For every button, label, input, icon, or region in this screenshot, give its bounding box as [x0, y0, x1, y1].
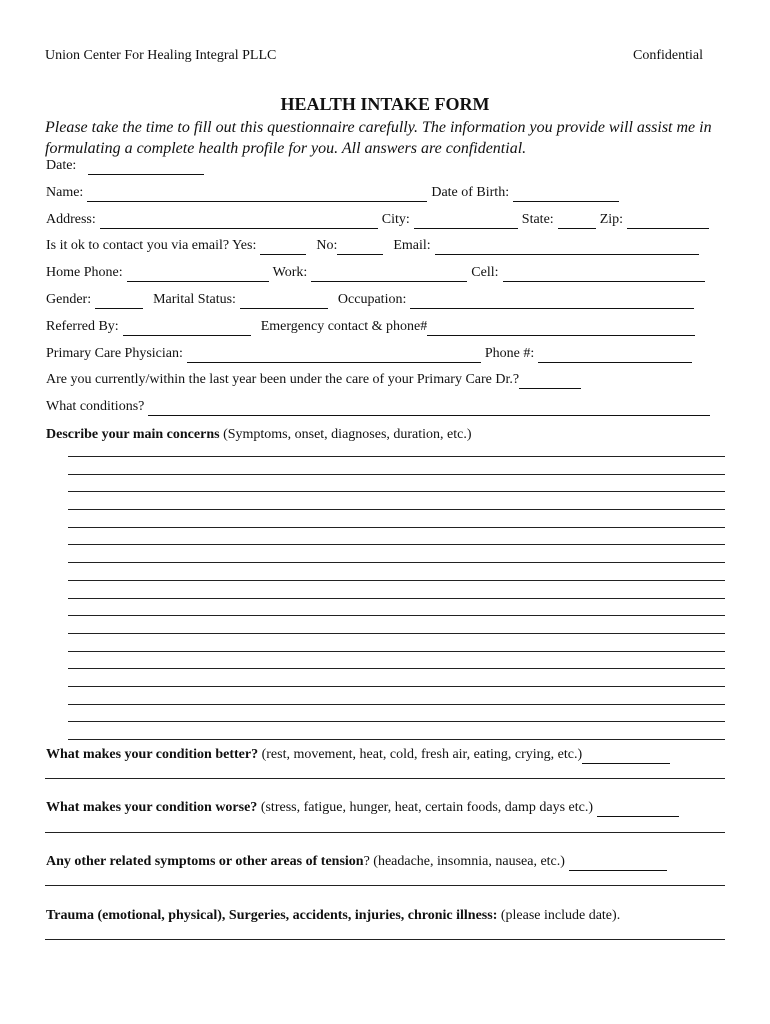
email-no-label: No: — [316, 238, 338, 253]
marital-label: Marital Status: — [153, 292, 236, 307]
email-yes-field[interactable] — [260, 242, 306, 255]
city-field[interactable] — [414, 216, 518, 229]
worse-answer-line[interactable] — [45, 832, 725, 833]
pcp-row — [46, 345, 696, 363]
zip-field[interactable] — [627, 216, 709, 229]
answer-line[interactable] — [68, 668, 725, 669]
other-question-bold: Any other related symptoms or other areas of tension — [46, 854, 364, 869]
state-label: State: — [521, 212, 554, 227]
trauma-answer-line[interactable] — [45, 939, 725, 940]
worse-question-hint: (stress, fatigue, hunger, heat, certain foods, damp days etc.) — [257, 800, 594, 815]
gender-field[interactable] — [95, 296, 143, 309]
address-row — [46, 211, 713, 229]
other-answer-line[interactable] — [45, 885, 725, 886]
dob-field[interactable] — [513, 189, 619, 202]
under-care-field[interactable] — [519, 376, 581, 389]
zip-label: Zip: — [599, 212, 624, 227]
date-row — [46, 157, 208, 175]
pcp-phone-field[interactable] — [538, 350, 692, 363]
referred-field[interactable] — [123, 323, 251, 336]
form-title: HEALTH INTAKE FORM — [280, 94, 490, 114]
email-contact-row — [46, 237, 703, 255]
worse-question-bold: What makes your condition worse? — [46, 800, 258, 815]
marital-field[interactable] — [240, 296, 328, 309]
address-field[interactable] — [100, 216, 378, 229]
cell-phone-label: Cell: — [471, 265, 499, 280]
name-label: Name: — [46, 185, 84, 200]
name-field[interactable] — [87, 189, 427, 202]
phone-row — [46, 264, 709, 282]
trauma-question — [46, 907, 620, 925]
state-field[interactable] — [558, 216, 596, 229]
pcp-field[interactable] — [187, 350, 481, 363]
referred-label: Referred By: — [46, 319, 119, 334]
trauma-question-bold: Trauma (emotional, physical), Surgeries, accidents, injuries, chronic illness: — [46, 908, 498, 923]
worse-question — [46, 799, 683, 817]
email-field[interactable] — [435, 242, 699, 255]
city-label: City: — [381, 212, 410, 227]
personal-row — [46, 291, 698, 309]
answer-line[interactable] — [68, 491, 725, 492]
emergency-field[interactable] — [427, 323, 695, 336]
confidential-label: Confidential — [633, 48, 703, 63]
other-question-hint: ? (headache, insomnia, nausea, etc.) — [363, 854, 565, 869]
name-row — [46, 184, 623, 202]
better-question-bold: What makes your condition better? — [46, 747, 259, 762]
concerns-heading-hint: (Symptoms, onset, diagnoses, duration, etc.) — [219, 427, 472, 442]
under-care-label: Are you currently/within the last year been under the care of your Primary Care Dr.? — [46, 372, 520, 387]
pcp-label: Primary Care Physician: — [46, 346, 183, 361]
conditions-label: What conditions? — [46, 399, 145, 414]
emergency-label: Emergency contact & phone# — [260, 319, 428, 334]
pcp-phone-label: Phone #: — [484, 346, 535, 361]
answer-line[interactable] — [68, 456, 725, 457]
home-phone-field[interactable] — [127, 269, 269, 282]
answer-line[interactable] — [68, 651, 725, 652]
email-ok-label: Is it ok to contact you via email? Yes: — [46, 238, 257, 253]
better-inline-field[interactable] — [582, 751, 670, 764]
answer-line[interactable] — [68, 509, 725, 510]
concerns-heading-bold: Describe your main concerns — [46, 427, 220, 442]
occupation-label: Occupation: — [337, 292, 407, 307]
other-inline-field[interactable] — [569, 858, 667, 871]
dob-label: Date of Birth: — [431, 185, 510, 200]
conditions-field[interactable] — [148, 403, 710, 416]
answer-line[interactable] — [68, 615, 725, 616]
answer-line[interactable] — [68, 633, 725, 634]
date-label: Date: — [46, 158, 77, 173]
answer-line[interactable] — [68, 562, 725, 563]
worse-inline-field[interactable] — [597, 804, 679, 817]
answer-line[interactable] — [68, 544, 725, 545]
address-label: Address: — [46, 212, 96, 227]
occupation-field[interactable] — [410, 296, 694, 309]
email-no-field[interactable] — [337, 242, 383, 255]
answer-line[interactable] — [68, 739, 725, 740]
email-label: Email: — [393, 238, 431, 253]
answer-line[interactable] — [68, 721, 725, 722]
answer-line[interactable] — [68, 580, 725, 581]
work-phone-label: Work: — [272, 265, 308, 280]
referral-row — [46, 318, 699, 336]
gender-label: Gender: — [46, 292, 92, 307]
concerns-answer-area[interactable] — [68, 456, 725, 757]
answer-line[interactable] — [68, 474, 725, 475]
work-phone-field[interactable] — [311, 269, 467, 282]
cell-phone-field[interactable] — [503, 269, 705, 282]
answer-line[interactable] — [68, 686, 725, 687]
under-care-row — [46, 371, 585, 389]
answer-line[interactable] — [68, 527, 725, 528]
form-intro: Please take the time to fill out this questionnaire carefully. The information you provide will assist me in formulating a complete health profile for you. All answers are confidential. — [45, 119, 712, 157]
other-symptoms-question — [46, 853, 671, 871]
home-phone-label: Home Phone: — [46, 265, 123, 280]
conditions-row — [46, 398, 714, 416]
trauma-question-hint: (please include date). — [497, 908, 621, 923]
better-question — [46, 746, 674, 764]
answer-line[interactable] — [68, 704, 725, 705]
answer-line[interactable] — [68, 598, 725, 599]
better-question-hint: (rest, movement, heat, cold, fresh air, eating, crying, etc.) — [258, 747, 583, 762]
date-field[interactable] — [88, 162, 204, 175]
better-answer-line[interactable] — [45, 778, 725, 779]
organization-name: Union Center For Healing Integral PLLC — [45, 48, 277, 63]
concerns-heading — [46, 426, 472, 444]
